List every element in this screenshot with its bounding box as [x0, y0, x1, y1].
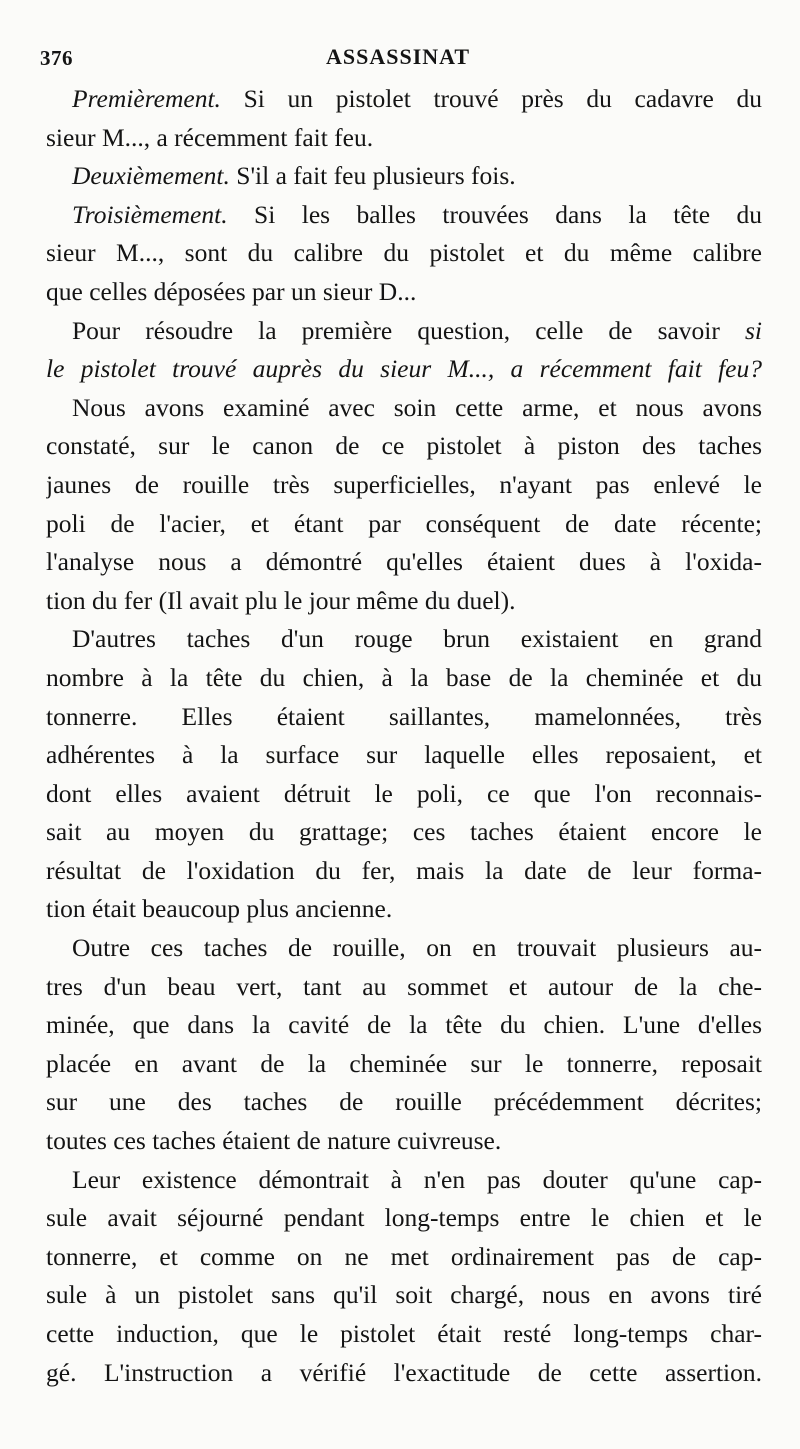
text-run: sait au moyen du grattage; ces taches étaient encore le: [46, 817, 762, 847]
text-run: placée en avant de la cheminée sur le tonnerre, reposait: [46, 1048, 762, 1078]
text-line: [46, 620, 762, 659]
running-title: ASSASSINAT: [326, 44, 471, 69]
text-line: [46, 505, 762, 544]
text-run: Si un pistolet trouvé près du cadavre du: [220, 84, 762, 113]
text-run: D'autres taches d'un rouge brun existaient en grand: [72, 624, 762, 654]
text-run: l'analyse nous a démontré qu'elles étaient dues à l'oxida-: [46, 547, 762, 577]
text-run: jaunes de rouille très superficielles, n'ayant pas enlevé le: [46, 469, 762, 499]
text-run: gé. L'instruction a vérifié l'exactitude de cette assertion.: [46, 1357, 762, 1387]
italic-text: Troisièmement.: [72, 199, 228, 229]
text-line: [46, 1354, 762, 1393]
text-run: que celles déposées par un sieur D...: [46, 276, 417, 306]
text-run: sur une des taches de rouille précédemment décrites;: [46, 1087, 762, 1117]
text-line: [46, 157, 762, 196]
text-run: Outre ces taches de rouille, on en trouvait plusieurs au-: [72, 933, 762, 963]
text-line: [46, 312, 762, 351]
text-run: Si les balles trouvées dans la tête du: [227, 199, 762, 229]
text-run: dont elles avaient détruit le poli, ce que l'on reconnais-: [46, 778, 762, 808]
text-line: [46, 273, 762, 312]
text-line: [46, 852, 762, 891]
text-line: [46, 1122, 762, 1161]
text-line: [46, 1315, 762, 1354]
text-run: sieur M..., sont du calibre du pistolet et du même calibre: [46, 238, 762, 268]
text-line: [46, 968, 762, 1007]
text-line: [46, 929, 762, 968]
text-line: [46, 659, 762, 698]
text-run: Pour résoudre la première question, celle de savoir: [72, 315, 745, 345]
text-run: minée, que dans la cavité de la tête du chien. L'une d'elles: [46, 1010, 762, 1040]
text-line: [46, 1006, 762, 1045]
text-line: [46, 775, 762, 814]
italic-text: si: [744, 315, 762, 345]
text-line: [46, 813, 762, 852]
text-line: [46, 1199, 762, 1238]
text-line: [46, 427, 762, 466]
text-line: [46, 350, 762, 389]
text-run: Nous avons examiné avec soin cette arme, et nous avons: [72, 392, 762, 422]
text-line: [46, 1238, 762, 1277]
text-line: [46, 389, 762, 428]
text-run: sieur M..., a récemment fait feu.: [46, 122, 374, 152]
body-text: [46, 80, 762, 1392]
text-run: S'il a fait feu plusieurs fois.: [229, 161, 516, 191]
text-line: [46, 582, 762, 621]
italic-text: Premièrement.: [72, 84, 221, 113]
text-run: sule avait séjourné pendant long-temps entre le chien et le: [46, 1203, 762, 1233]
text-run: tion était beaucoup plus ancienne.: [46, 894, 393, 924]
page-header: [40, 40, 760, 76]
text-line: [46, 80, 762, 119]
text-run: résultat de l'oxidation du fer, mais la date de leur forma-: [46, 855, 762, 885]
text-run: toutes ces taches étaient de nature cuivreuse.: [46, 1126, 502, 1156]
italic-text: Deuxièmement.: [72, 161, 230, 191]
text-run: adhérentes à la surface sur laquelle elles reposaient, et: [46, 740, 762, 770]
text-line: [46, 1045, 762, 1084]
text-line: [46, 234, 762, 273]
text-run: cette induction, que le pistolet était resté long-temps char-: [46, 1319, 762, 1348]
text-line: [46, 196, 762, 235]
text-line: [46, 698, 762, 737]
text-run: constaté, sur le canon de ce pistolet à piston des taches: [46, 431, 762, 461]
text-run: tonnerre. Elles étaient saillantes, mamelonnées, très: [46, 701, 762, 731]
text-run: Leur existence démontrait à n'en pas douter qu'une cap-: [72, 1164, 762, 1194]
text-line: [46, 736, 762, 775]
italic-text: le pistolet trouvé auprès du sieur M..., a récemment fait feu?: [46, 354, 762, 384]
text-run: tonnerre, et comme on ne met ordinairement pas de cap-: [46, 1241, 762, 1271]
text-run: sule à un pistolet sans qu'il soit chargé, nous en avons tiré: [46, 1280, 762, 1310]
text-line: [46, 890, 762, 929]
text-line: [46, 543, 762, 582]
text-run: tres d'un beau vert, tant au sommet et autour de la che-: [46, 971, 762, 1001]
text-run: tion du fer (Il avait plu le jour même du duel).: [46, 585, 516, 615]
text-line: [46, 1161, 762, 1200]
text-line: [46, 119, 762, 158]
text-line: [46, 1083, 762, 1122]
text-line: [46, 466, 762, 505]
page-number: 376: [40, 46, 73, 70]
text-run: nombre à la tête du chien, à la base de la cheminée et du: [46, 662, 762, 692]
text-run: poli de l'acier, et étant par conséquent de date récente;: [46, 508, 762, 538]
text-line: [46, 1276, 762, 1315]
